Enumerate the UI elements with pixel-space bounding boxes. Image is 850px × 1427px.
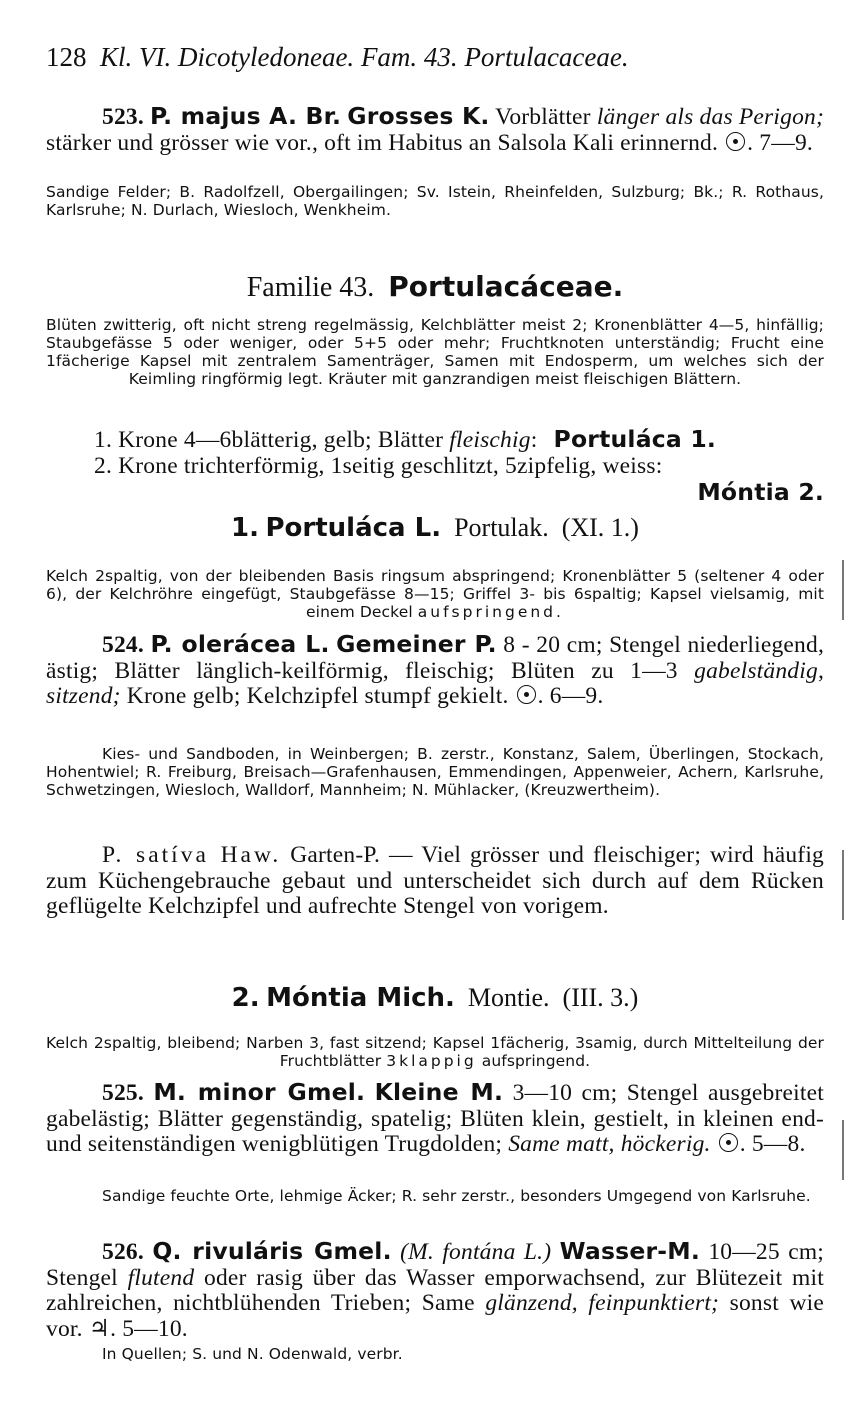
header-familie: Fam. 43. [360,42,458,72]
flowering-months: 6—9. [549,683,604,709]
description-text: Garten-P. — Viel grösser und fleischiger; wird häufig zum Küchengebrauche gebaut und unterscheidet sich durch auf dem Rücken geflügelte Kelchzipfel und aufrechte Stengel von vorigem. [46,842,824,919]
genus-description-spaced: 3klappig [386,1052,477,1070]
species-synonym: (M. fontána L.) [400,1239,552,1265]
key-genus: Móntia 2. [697,478,824,506]
perennial-symbol: ♃. [88,1315,117,1342]
common-name: Grosses K. [347,102,490,130]
key-line-2 [46,454,776,480]
genus-description: Kelch 2spaltig, von der bleibenden Basis ringsum abspringend; Kronenblätter 5 (seltener 4 oder 6), der Kelchröhre eingefügt, Staubgefässe 8—15; Griffel 3- bis 6spaltig; Kapsel vielsamig, mit einem Deckel [46,567,824,621]
key-number: 1. [94,427,113,453]
family-label: Familie 43. [246,272,375,303]
key-number: 2. [94,453,113,479]
genus-linne: (III. 3.) [562,983,639,1012]
genus-1-description [46,567,824,621]
description-text: 3—10 cm; Stengel ausgebreitet gabelästig; Blätter gegenständig, spatelig; Blüten klein, gestielt, in kleinen end- und seitenständigen wenigblütigen Trugdolden; [46,1080,824,1157]
description-italic: glänzend, feinpunktiert; [485,1290,720,1316]
entry-524-localities: Kies- und Sandboden, in Weinbergen; B. zerstr., Konstanz, Salem, Überlingen, Stockach, Hohentwiel; R. Freiburg, Breisach—Grafenhausen, Emmendingen, Appenweier, Achern, Karlsruhe, Schwetzingen, Wiesloch, Walldorf, Mannheim; N. Mühlacker, (Kreuzwertheim). [46,745,824,799]
genus-description: Kelch 2spaltig, bleibend; Narben 3, fast sitzend; Kapsel 1fächerig, 3samig, durch Mittelteilung der Fruchtblätter [46,1034,824,1070]
description-text: 10—25 cm; Stengel [46,1239,825,1291]
header-abteilung: Dicotyledoneae. [178,42,355,72]
common-name: Wasser-M. [559,1237,700,1265]
description-italic: Same matt, höckerig. [508,1131,711,1157]
species-name: P. majus A. Br. [150,102,342,130]
key-line-1 [46,427,776,454]
entry-number: 524. [102,632,144,658]
genus-2-heading [46,982,824,1014]
species-name: M. minor Gmel. [153,1078,366,1106]
page-edge-mark [842,560,844,620]
entry-525: 525. M. minor Gmel. Kleine M. 3—10 cm; Stengel ausgebreitet gabelästig; Blätter gegenständig, spatelig; Blüten klein, gestielt, in kleinen end- und seitenständigen wenigblütigen Trugdolden; Same matt, höckerig. . 5—8. [46,1078,824,1157]
flowering-months: 5—8. [751,1131,806,1157]
genus-number: 2. [231,983,260,1013]
description-italic: länger als das Perigon; [596,104,825,130]
genus-1-heading [46,512,824,544]
running-header [46,40,824,74]
annual-symbol-icon [517,685,536,704]
entry-524: 524. P. olerácea L. Gemeiner P. 8 - 20 cm; Stengel niederliegend, ästig; Blätter länglich-keilförmig, fleischig; Blüten zu 1—3 gabelständig, sitzend; Krone gelb; Kelchzipfel stumpf gekielt. . 6—9. [46,630,825,709]
key-line-2-genus [46,480,824,507]
sativa-paragraph [46,843,824,920]
page-number: 128 [46,42,87,72]
key-colon: : [530,427,538,453]
key-text: Krone 4—6blätterig, gelb; Blätter [118,427,444,453]
common-name: Gemeiner P. [336,630,497,658]
species-name: P. olerácea L. [150,630,330,658]
entry-523: 523. P. majus A. Br. Grosses K. Vorblätter länger als das Perigon; stärker und grösser wie vor., oft im Habitus an Salsola Kali erinnernd. . 7—9. [46,102,825,156]
key-italic: fleischig [449,427,531,453]
common-name: Kleine M. [374,1078,504,1106]
genus-description: aufspringend. [481,1052,591,1070]
annual-symbol-icon [726,132,745,151]
genus-common: Portulak. [454,513,549,542]
description-text: stärker und grösser wie vor., oft im Habitus an Salsola Kali erinnernd. [46,129,719,156]
entry-523-localities: Sandige Felder; B. Radolfzell, Obergailingen; Sv. Istein, Rheinfelden, Sulzburg; Bk.; R. Rothaus, Karlsruhe; N. Durlach, Wiesloch, Wenkheim. [46,183,824,219]
genus-linne: (XI. 1.) [561,513,639,542]
page-edge-mark [842,850,844,920]
family-heading [46,270,824,305]
description-text: oder rasig über das Wasser emporwachsend, zur Blütezeit mit zahlreichen, nichtblühenden Trieben; Same [46,1264,824,1316]
description-text: sonst wie vor. [46,1290,824,1342]
description-text: Vorblätter [495,104,591,130]
entry-526-localities: In Quellen; S. und N. Odenwald, verbr. [102,1345,403,1363]
key-text: Krone trichterförmig, 1seitig geschlitzt, 5zipfelig, weiss: [118,453,663,479]
header-name: Portulacaceae. [464,42,629,72]
species-name: Q. rivuláris Gmel. [152,1237,392,1265]
family-description: Blüten zwitterig, oft nicht streng regelmässig, Kelchblätter meist 2; Kronenblätter 4—5, hinfällig; Staubgefässe 5 oder weniger, oder 5+5 oder mehr; Fruchtknoten unterständig; Frucht eine 1fächerige Kapsel mit zentralem Samenträger, Samen mit Endosperm, um welches sich der Keimling ringförmig legt. Kräuter mit ganzrandigen meist fleischigen Blättern. [46,316,824,388]
entry-number: 526. [102,1239,144,1265]
entry-525-localities: Sandige feuchte Orte, lehmige Äcker; R. sehr zerstr., besonders Umgegend von Karlsruhe. [102,1187,811,1205]
species-name: P. satíva Haw. [102,842,282,868]
entry-number: 523. [102,104,144,130]
genus-number: 1. [231,513,259,543]
genus-name: Portuláca L. [265,513,442,543]
flowering-months: 7—9. [759,129,813,156]
page-edge-mark [842,1120,844,1180]
genus-description-spaced: aufspringend. [417,603,564,621]
genus-2-description [46,1034,824,1070]
description-text: Krone gelb; Kelchzipfel stumpf gekielt. [126,683,509,709]
flowering-months: 5—10. [122,1315,188,1342]
genus-name: Móntia Mich. [266,983,455,1013]
key-genus: Portuláca 1. [553,425,716,453]
genus-common: Montie. [467,983,550,1012]
entry-number: 525. [102,1080,144,1106]
description-italic: flutend [127,1264,195,1291]
description-italic: gabelständig, sitzend; [46,657,825,709]
family-name: Portulacáceae. [388,270,624,303]
header-klasse: Kl. VI. [100,42,172,72]
entry-526 [46,1239,824,1342]
annual-symbol-icon [719,1133,738,1152]
description-text: 8 - 20 cm; Stengel niederliegend, ästig; Blätter länglich-keilförmig, fleischig; Blüten zu 1—3 [46,632,825,684]
